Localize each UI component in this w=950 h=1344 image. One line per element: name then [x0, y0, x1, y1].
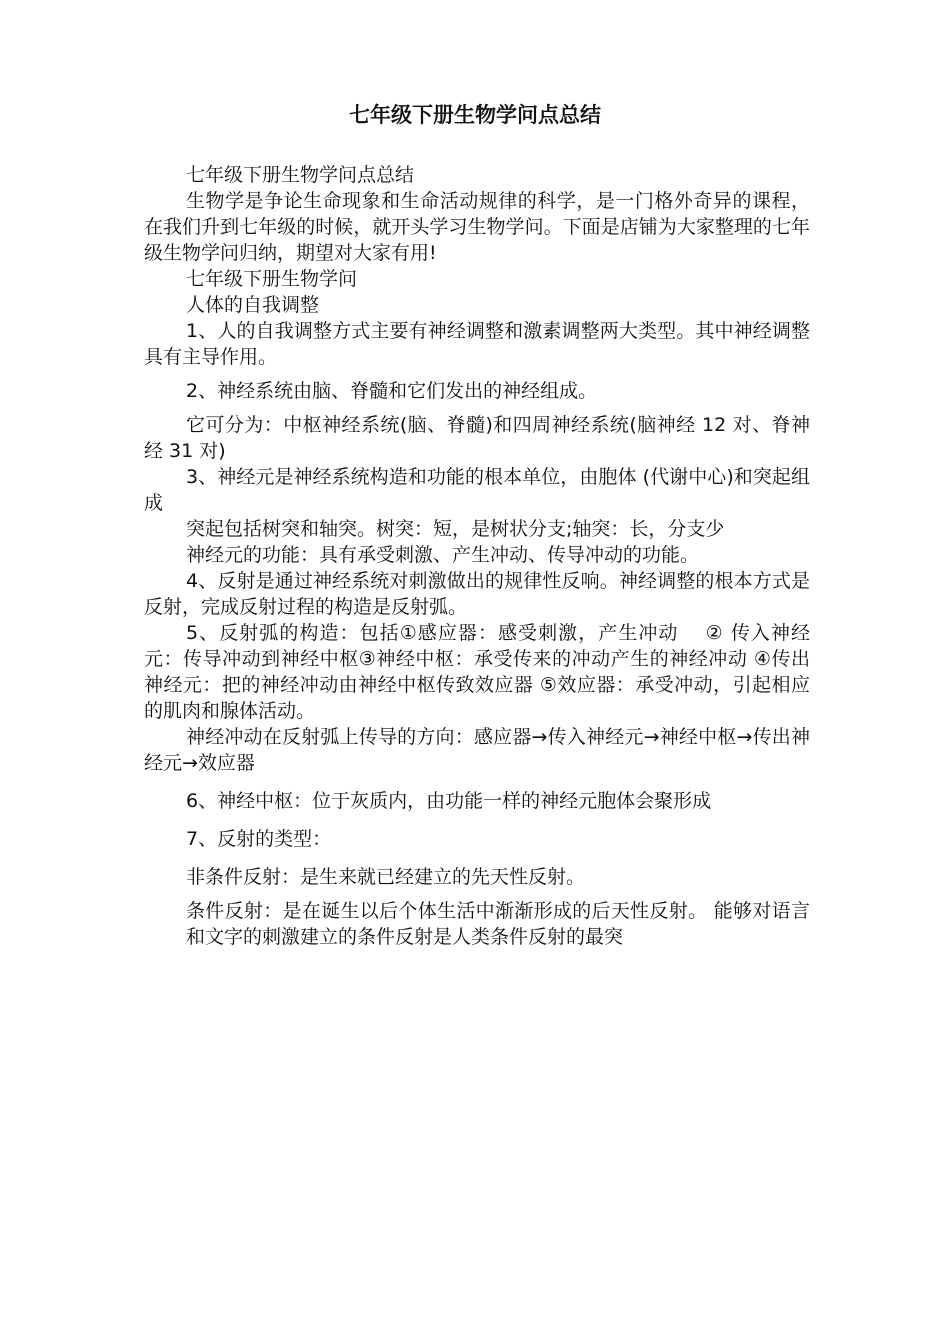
point-7-paragraph: 7、反射的类型：: [186, 828, 332, 850]
document-title: 七年级下册生物学问点总结: [349, 103, 601, 127]
unconditioned-reflex-paragraph: 非条件反射：是生来就已经建立的先天性反射。: [186, 866, 586, 888]
point-1-paragraph: 1、人的自我调整方式主要有神经调整和激素调整两大类型。其中神经调整具有主导作用。: [144, 320, 810, 368]
point-5-paragraph: 5、反射弧的构造：包括①感应器：感受刺激，产生冲动 ② 传入神经元：传导冲动到神经中枢③神经中枢：承受传来的冲动产生的神经冲动 ④传出神经元：把的神经冲动由神经中枢传致效应器 ⑤效应器：承受冲动，引起相应的肌肉和腺体活动。: [144, 622, 810, 722]
conduction-direction-paragraph: 神经冲动在反射弧上传导的方向：感应器→传入神经元→神经中枢→传出神经元→效应器: [144, 726, 810, 774]
nervous-system-division-paragraph: 它可分为：中枢神经系统(脑、脊髓)和四周神经系统(脑神经 12 对、脊神经 31 对): [144, 414, 810, 462]
document-body: [144, 162, 810, 950]
intro-paragraph: 生物学是争论生命现象和生命活动规律的科学，是一门格外奇异的课程，在我们升到七年级的时候，就开头学习生物学问。下面是店铺为大家整理的七年级生物学问归纳，期望对大家有用!: [144, 190, 810, 264]
conditioned-reflex-paragraph: 条件反射：是在诞生以后个体生活中渐渐形成的后天性反射。 能够对语言和文字的刺激建立的条件反射是人类条件反射的最突: [186, 900, 810, 948]
subtitle-paragraph: 七年级下册生物学问点总结: [186, 164, 415, 186]
point-6-paragraph: 6、神经中枢：位于灰质内，由功能一样的神经元胞体会聚形成: [186, 790, 712, 812]
point-3-paragraph: 3、神经元是神经系统构造和功能的根本单位，由胞体 (代谢中心)和突起组成: [144, 466, 810, 514]
topic-heading: 人体的自我调整: [186, 294, 320, 316]
section-heading: 七年级下册生物学问: [186, 268, 358, 290]
neuron-function-paragraph: 神经元的功能：具有承受刺激、产生冲动、传导冲动的功能。: [186, 544, 700, 566]
point-4-paragraph: 4、反射是通过神经系统对刺激做出的规律性反响。神经调整的根本方式是反射，完成反射过程的构造是反射弧。: [144, 570, 810, 618]
point-2-paragraph: 2、神经系统由脑、脊髓和它们发出的神经组成。: [186, 380, 598, 402]
process-paragraph: 突起包括树突和轴突。树突：短，是树状分支;轴突：长，分支少: [186, 518, 725, 540]
